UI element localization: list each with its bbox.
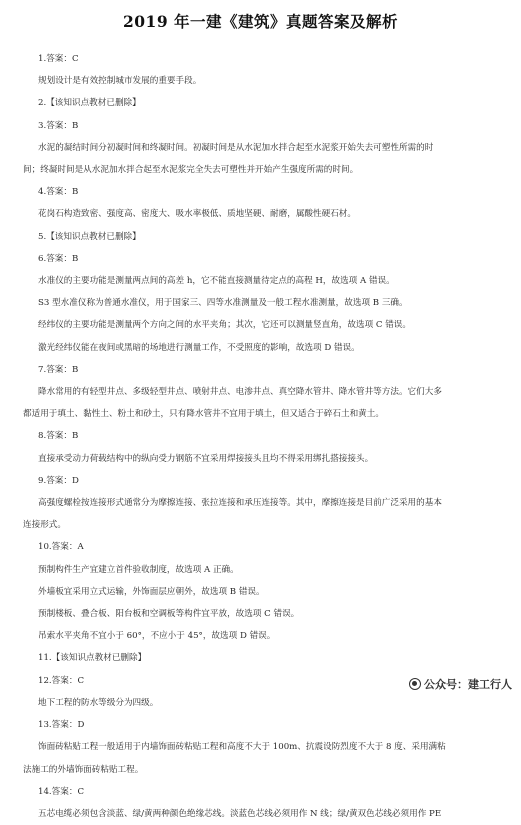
explanation-line: 直接承受动力荷载结构中的纵向受力钢筋不宜采用焊接接头且均不得采用绑扎搭接接头。	[38, 453, 374, 464]
answer-line: 10.答案：A	[38, 542, 84, 553]
explanation-line: 五芯电缆必须包含淡蓝、绿/黄两种颜色绝缘芯线。淡蓝色芯线必须用作 N 线；绿/黄双色芯线必须用作 PE	[38, 808, 442, 819]
answer-line: 4.答案：B	[38, 187, 79, 198]
answer-line: 7.答案：B	[38, 364, 79, 375]
deleted-note: 5.【该知识点教材已删除】	[38, 231, 141, 242]
explanation-line: 都适用于填土、黏性土、粉土和砂土，只有降水管井不宜用于填土，但又适合于碎石土和黄土。	[23, 409, 384, 420]
answer-line: 12.答案：C	[38, 675, 85, 686]
explanation-line: 外墙板宜采用立式运输，外饰面层应朝外，故选项 B 错误。	[38, 586, 265, 597]
explanation-line: 水泥的凝结时间分初凝时间和终凝时间。初凝时间是从水泥加水拌合起至水泥浆开始失去可塑性所需的时	[38, 142, 434, 153]
explanation-line: 预制构件生产宜建立首件验收制度，故选项 A 正确。	[38, 564, 239, 575]
explanation-line: 规划设计是有效控制城市发展的重要手段。	[38, 76, 202, 87]
answer-line: 3.答案：B	[38, 120, 79, 131]
answer-line: 6.答案：B	[38, 253, 79, 264]
answer-line: 9.答案：D	[38, 475, 79, 486]
explanation-line: 地下工程的防水等级分为四级。	[38, 697, 159, 708]
deleted-note: 11.【该知识点教材已删除】	[38, 653, 147, 664]
answer-line: 8.答案：B	[38, 431, 79, 442]
explanation-line: 激光经纬仪能在夜间或黑暗的场地进行测量工作，不受照度的影响，故选项 D 错误。	[38, 342, 360, 353]
deleted-note: 2.【该知识点教材已删除】	[38, 98, 141, 109]
explanation-line: 经纬仪的主要功能是测量两个方向之间的水平夹角；其次，它还可以测量竖直角，故选项 C 错误。	[38, 320, 411, 331]
answer-line: 14.答案：C	[38, 786, 85, 797]
explanation-line: 连接形式。	[23, 520, 66, 531]
explanation-line: 饰面砖粘贴工程一般适用于内墙饰面砖粘贴工程和高度不大于 100m、抗震设防烈度不大于 8 度、采用满粘	[38, 742, 446, 753]
wechat-icon	[409, 678, 421, 690]
explanation-line: S3 型水准仪称为普通水准仪，用于国家三、四等水准测量及一般工程水准测量，故选项 B 三确。	[38, 298, 408, 309]
explanation-line: 花岗石构造致密、强度高、密度大、吸水率极低、质地坚硬、耐磨，属酸性硬石材。	[38, 209, 356, 220]
answer-line: 13.答案：D	[38, 720, 85, 731]
explanation-line: 水准仪的主要功能是测量两点间的高差 h，它不能直接测量待定点的高程 H，故选项 A 错误。	[38, 276, 395, 287]
answer-line: 1.答案：C	[38, 54, 79, 64]
explanation-line: 吊索水平夹角不宜小于 60°，不应小于 45°，故选项 D 错误。	[38, 631, 276, 642]
explanation-line: 间；终凝时间是从水泥加水拌合起至水泥浆完全失去可塑性并开始产生强度所需的时间。	[23, 165, 359, 176]
answer-content	[23, 48, 505, 825]
explanation-line: 预制楼板、叠合板、阳台板和空调板等构件宜平放，故选项 C 错误。	[38, 609, 300, 620]
watermark-text: 公众号：建工行人	[424, 678, 512, 691]
explanation-line: 高强度螺栓按连接形式通常分为摩擦连接、张拉连接和承压连接等。其中，摩擦连接是目前广泛采用的基本	[38, 498, 442, 509]
page-title: 2019 年一建《建筑》真题答案及解析	[122, 12, 399, 31]
watermark	[406, 675, 515, 693]
explanation-line: 降水常用的有轻型井点、多级轻型井点、喷射井点、电渗井点、真空降水管井、降水管井等方法。它们大多	[38, 387, 442, 398]
explanation-line: 法施工的外墙饰面砖粘贴工程。	[23, 764, 144, 775]
